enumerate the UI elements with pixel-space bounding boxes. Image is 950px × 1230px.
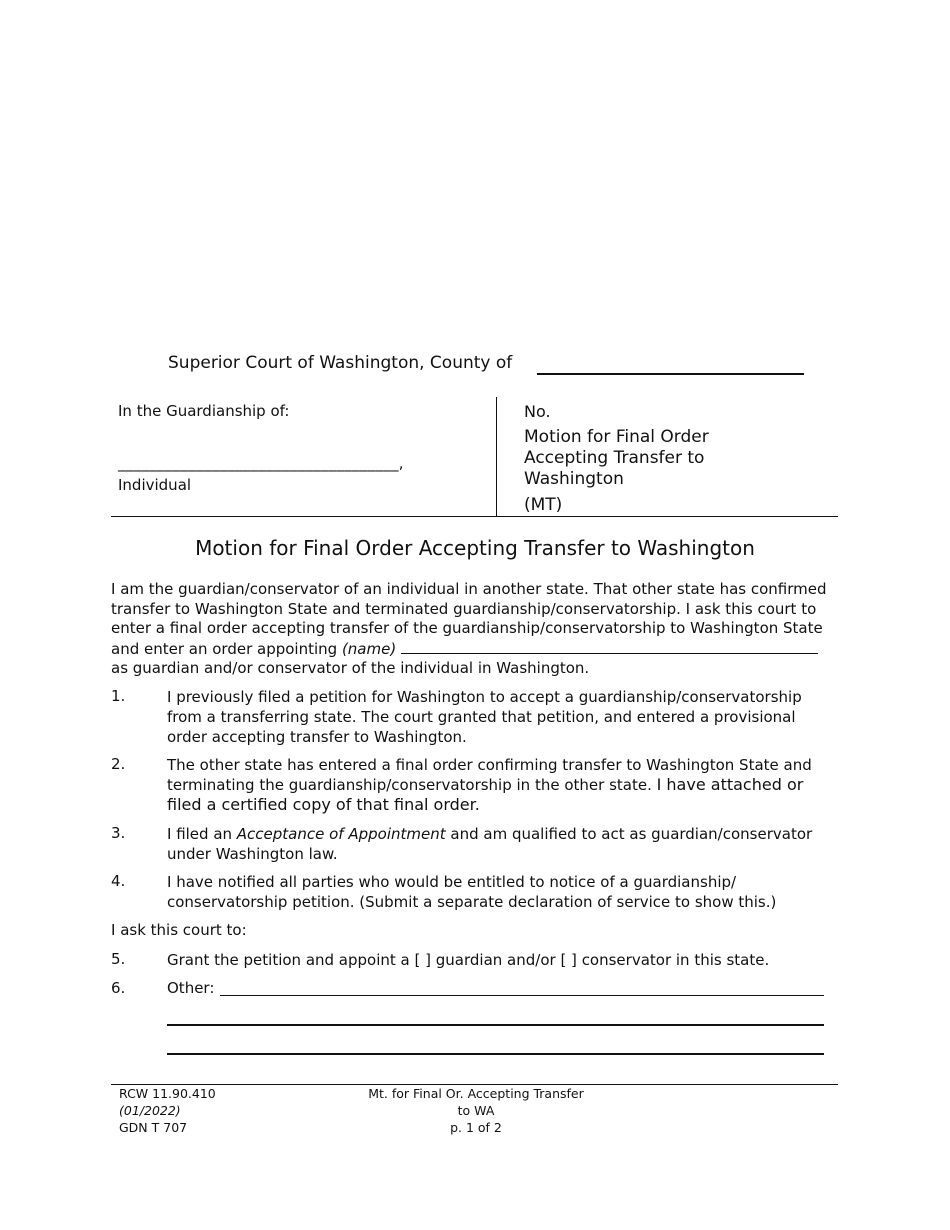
caption-doc-title: Motion for Final Order Accepting Transfer to Washington (524, 427, 709, 489)
item-2-number: 2. (111, 755, 126, 773)
item-3-text-a: I filed an (167, 825, 237, 843)
county-field-line[interactable] (537, 373, 804, 375)
footer-left (119, 1085, 216, 1136)
intro-paragraph (111, 580, 838, 679)
caption-divider (496, 397, 497, 516)
name-hint: (name) (341, 639, 397, 658)
individual-name-blank[interactable]: ____________________________________, (118, 454, 404, 472)
intro-line-1: I am the guardian/conservator of an individual in another state. That other state has confirmed (111, 580, 827, 598)
caption-doc-code: (MT) (524, 495, 563, 515)
item-1-number: 1. (111, 687, 126, 705)
item-5-text-c: conservator in this state. (576, 951, 770, 969)
case-number-label: No. (524, 402, 551, 421)
other-field-line-1[interactable] (220, 995, 824, 996)
other-label: Other: (167, 979, 215, 997)
intro-line-2: transfer to Washington State and terminated guardianship/conservatorship. I ask this court to (111, 599, 817, 618)
item-4-text: I have notified all parties who would be entitled to notice of a guardianship/ conservatorship petition. (Submit a separate declaration of service to show this.) (167, 873, 777, 911)
appointee-name-field[interactable] (401, 639, 818, 654)
caption-bottom-rule (111, 516, 838, 517)
court-title: Superior Court of Washington, County of (168, 353, 513, 373)
guardian-checkbox[interactable]: [ ] (414, 951, 431, 969)
item-2-text (167, 755, 839, 815)
item-2-text-a: The other state has entered a final order confirming transfer to Washington State and terminating the guardianship/conservatorship in the other state. (167, 756, 812, 794)
footer-rcw: RCW 11.90.410 (119, 1086, 216, 1101)
ask-court-label: I ask this court to: (111, 921, 247, 939)
item-4-number: 4. (111, 872, 126, 890)
guardianship-label: In the Guardianship of: (118, 402, 290, 420)
page-title: Motion for Final Order Accepting Transfer to Washington (195, 536, 755, 560)
other-field-line-2[interactable] (167, 1024, 824, 1026)
intro-line-3: enter a final order accepting transfer of the guardianship/conservatorship to Washington State (111, 619, 823, 638)
item-3-text-b: and am qualified to act as guardian/conservator under Washington law. (167, 825, 813, 863)
item-3-number: 3. (111, 824, 126, 842)
footer-title-2: to WA (457, 1103, 495, 1118)
intro-line-5: as guardian and/or conservator of the individual in Washington. (111, 659, 590, 678)
footer-center (326, 1085, 626, 1136)
footer-date: (01/2022) (119, 1103, 181, 1118)
footer-page-number: p. 1 of 2 (450, 1120, 502, 1135)
item-3-text (167, 824, 839, 864)
item-5-text (167, 950, 839, 970)
footer-form-code: GDN T 707 (119, 1120, 188, 1135)
intro-line-4-text: and enter an order appointing (111, 639, 342, 658)
intro-line-4 (111, 639, 838, 660)
item-1-text: I previously filed a petition for Washington to accept a guardianship/conservatorship from a transferring state. The court granted that petition, and entered a provisional order accepting transfer to Washington. (167, 688, 802, 746)
acceptance-of-appointment: Acceptance of Appointment (236, 825, 446, 843)
item-2-text-b: I have attached or filed a certified copy of that final order. (167, 775, 804, 814)
footer-title-1: Mt. for Final Or. Accepting Transfer (368, 1086, 584, 1101)
item-5-number: 5. (111, 950, 126, 968)
other-field-line-3[interactable] (167, 1053, 824, 1055)
individual-label: Individual (118, 476, 192, 494)
item-6-number: 6. (111, 979, 126, 997)
item-5-text-b: guardian and/or (431, 951, 561, 969)
item-5-text-a: Grant the petition and appoint a (167, 951, 415, 969)
conservator-checkbox[interactable]: [ ] (560, 951, 577, 969)
